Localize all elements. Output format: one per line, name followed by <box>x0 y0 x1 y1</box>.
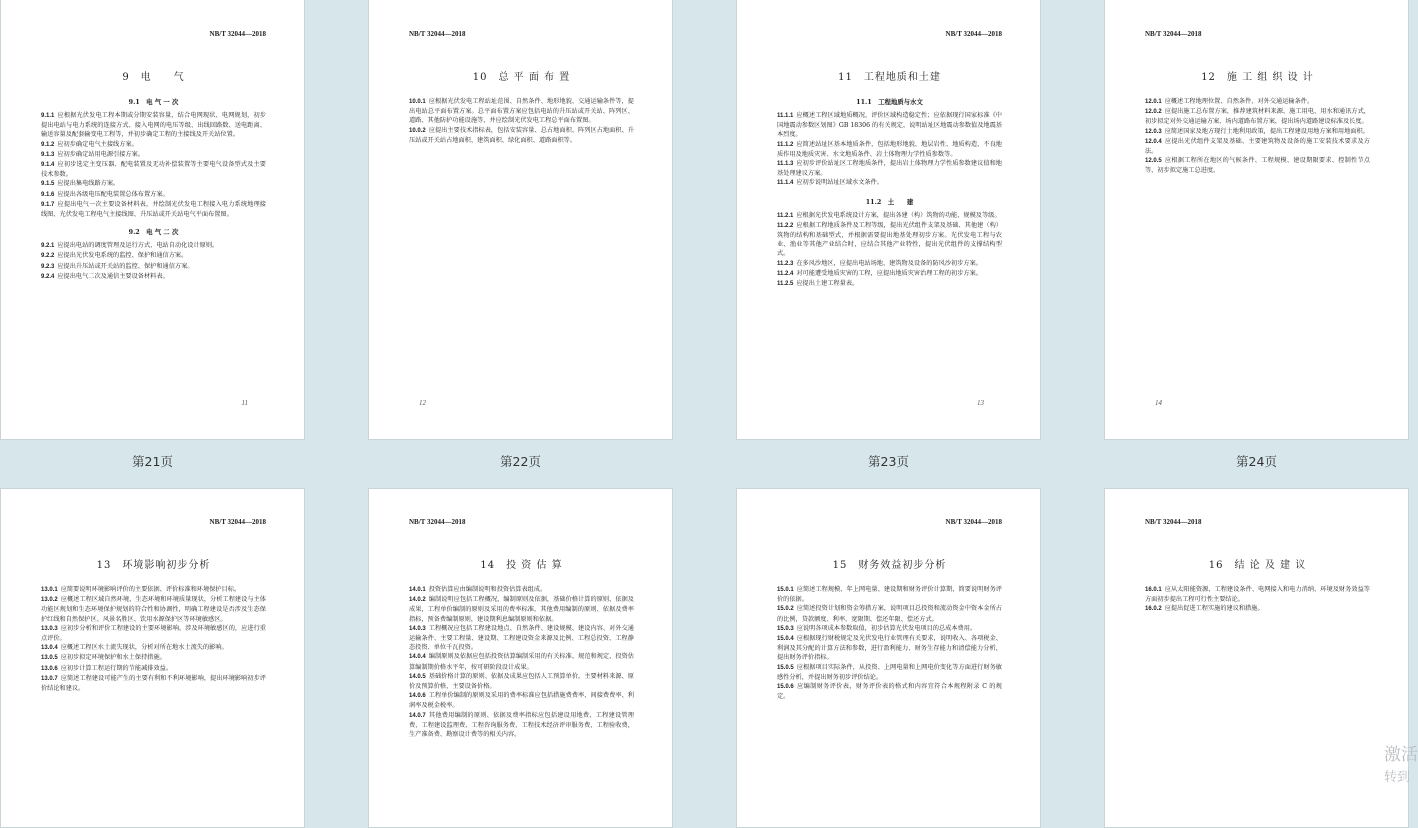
clause-paragraph <box>41 595 266 624</box>
clause-paragraph <box>777 211 1002 221</box>
clause-text: 应提出促进工程实施的建议和措施。 <box>1164 605 1264 613</box>
clause-text: 应根据现行财税规定及光伏发电行业管理有关要求，说明收入、各项税金、利润及其分配的计算方法和参数，进行盈利能力、财务生存能力和清偿能力分析，提出财务评价指标。 <box>777 635 1002 662</box>
clause-text: 应提出各级电压配电装置总体布置方案。 <box>57 190 169 198</box>
clause-paragraph <box>409 672 634 691</box>
clause-number: 13.0.2 <box>41 597 58 604</box>
clause-text: 应提出土建工程量表。 <box>796 280 859 288</box>
clause-paragraph <box>1145 97 1370 107</box>
clause-text: 应初步评价站址区工程地质条件，提出岩土体物理力学性质参数建议值和地基处理建议方案。 <box>777 160 1002 178</box>
clause-paragraph <box>409 624 634 653</box>
chapter-title: 13 环境影响初步分析 <box>96 560 211 571</box>
clause-number: 11.1.1 <box>777 113 794 119</box>
page-number: 14 <box>1155 399 1162 407</box>
document-page-thumbnail[interactable] <box>736 488 1041 828</box>
clause-paragraph <box>41 674 266 693</box>
clause-text: 应简述工程建设可能产生的主要有利和不利环境影响，提出环境影响初步评价结论和建议。 <box>41 674 266 693</box>
clause-paragraph <box>41 272 266 282</box>
clause-text: 工程单价编制的原则及采用的费率标准应包括措施费费率、间接费费率、利润率及税金税率。 <box>409 692 634 710</box>
clause-text: 应提出集电线路方案。 <box>57 180 120 188</box>
clause-text: 应说明各项成本参数取值，初步估算光伏发电项目的总成本费用。 <box>796 624 977 632</box>
clause-paragraph <box>409 97 634 126</box>
clause-paragraph <box>41 653 266 663</box>
clause-number: 11.1.3 <box>777 161 794 168</box>
clause-paragraph <box>409 652 634 671</box>
clause-text: 应提出升压站或开关站的监控、保护和通信方案。 <box>57 262 194 270</box>
clause-number: 14.0.4 <box>409 654 426 661</box>
clause-paragraph <box>777 140 1002 159</box>
clause-number: 15.0.6 <box>777 684 794 691</box>
clause-paragraph <box>41 251 266 261</box>
clause-text: 编制原则及依据应包括投资估算编制采用的有关标准、规范和规定，投资估算编制期价格水平年，按可研阶段设计成果。 <box>409 653 634 671</box>
chapter-title: 12 施 工 组 织 设 计 <box>1201 72 1314 83</box>
page-header: NB/T 32044—2018 <box>1145 30 1202 38</box>
clause-paragraph <box>1145 156 1370 175</box>
clause-text: 在多风沙地区，应提出电站场地、建筑物及设备的防风沙初步方案。 <box>796 259 982 267</box>
clause-text: 应根据工程所在地区的气候条件、工程规模、建设期限要求、控制性节点等，初步拟定施工总进度。 <box>1145 157 1370 175</box>
chapter-title: 10 总 平 面 布 置 <box>472 72 571 83</box>
clause-number: 9.1.5 <box>41 181 55 188</box>
chapter-title: 14 投 资 估 算 <box>480 560 563 571</box>
clause-number: 16.0.2 <box>1145 606 1162 613</box>
clause-paragraph <box>41 160 266 179</box>
section-heading: 11.2 土 建 <box>865 197 914 206</box>
clause-text: 应概述工程区域自然环境、生态环境和环境质量现状，分析工程建设与主体功能区规划和生态环境保护规划的符合性和协调性，明确工程建设是否涉及生态保护红线和自然保护区、风景名胜区、饮用水源保护区等环境敏感区。 <box>41 596 266 623</box>
clause-number: 9.2.2 <box>41 253 55 260</box>
activation-watermark-line1: 激活 <box>1384 745 1418 765</box>
clause-text: 编制说明应包括工程概况，编制原则及依据，基础价格计算的原则、依据及成果，工程单价编制的原则及采用的费率标准，其他费用编制的原则、依据及费率指标，预备费编制原则，建设期利息编制原则和依据。 <box>409 596 634 623</box>
document-page-thumbnail[interactable] <box>736 0 1041 440</box>
page-caption[interactable]: 第21页 <box>132 454 173 469</box>
clause-number: 14.0.5 <box>409 673 426 680</box>
document-page-thumbnail[interactable] <box>1104 488 1409 828</box>
clause-text: 对可能遭受地质灾害的工程，应提出地质灾害治理工程的初步方案。 <box>796 269 982 277</box>
clause-text: 应简述国家及地方现行土地利用政策，提出工程建设用地方案和用地面积。 <box>1164 127 1369 135</box>
clause-number: 9.1.2 <box>41 141 55 148</box>
clause-paragraph <box>41 624 266 643</box>
clause-paragraph <box>1145 127 1370 137</box>
clause-number: 9.2.4 <box>41 273 55 280</box>
clause-text: 应根据光伏发电系统设计方案，提出各建（构）筑物的功能、规模及等级。 <box>796 211 1001 219</box>
clause-paragraph <box>41 643 266 653</box>
clause-number: 14.0.2 <box>409 597 426 604</box>
clause-paragraph <box>777 624 1002 634</box>
clause-text: 工程概况应包括工程建设地点、自然条件、建设规模、建设内容、对外交通运输条件、主要工程量、建设期、工程建设资金来源及比例、工程总投资、工程静态投资、单位千瓦投资。 <box>409 624 634 652</box>
clause-text: 应初步说明站址区域水文条件。 <box>796 179 883 187</box>
document-page-thumbnail[interactable] <box>0 488 305 828</box>
page-caption[interactable]: 第23页 <box>868 454 909 469</box>
clause-number: 11.2.3 <box>777 260 794 267</box>
clause-number: 9.1.3 <box>41 151 55 158</box>
clause-paragraph <box>41 664 266 674</box>
clause-number: 15.0.1 <box>777 587 794 593</box>
clause-text: 应根据工程地质条件及工程等级，提出光伏组件支架及基础、其他建（构）筑物的结构和基础型式，并根据需要提出地基处理初步方案。光伏发电工程与农业、渔业等其他产业结合时，应结合其他产业特性，提出光伏组件的支撑结构型式。 <box>777 221 1002 258</box>
clause-paragraph <box>41 111 266 140</box>
clause-text: 应提出电气二次及通信主要设备材料表。 <box>57 272 169 280</box>
clause-paragraph <box>777 159 1002 178</box>
page-caption[interactable]: 第24页 <box>1236 454 1277 469</box>
clause-number: 12.0.5 <box>1145 158 1162 165</box>
chapter-title: 15 财务效益初步分析 <box>832 560 947 571</box>
clause-text: 应提出主要技术指标表，包括安装容量、总占地面积、阵列区占地面积、升压站或开关站占地面积、建筑面积、绿化面积、道路面积等。 <box>409 126 634 144</box>
clause-paragraph <box>1145 604 1370 614</box>
chapter-title: 11 工程地质和土建 <box>838 72 941 83</box>
clause-number: 11.1.4 <box>777 180 794 187</box>
clause-text: 基础价格计算的原则、依据及成果应包括人工预算单价，主要材料来源、原价及预算价格，主要设备价格。 <box>409 672 634 691</box>
chapter-title: 16 结 论 及 建 议 <box>1208 560 1307 571</box>
clause-paragraph <box>409 585 634 595</box>
clause-text: 应提出施工总布置方案，推荐建筑材料来源、施工用电、用水和通讯方式，初步拟定对外交通运输方案、场内道路布置方案，提出场内道路建设标准及长度。 <box>1145 108 1370 126</box>
clause-paragraph <box>1145 107 1370 126</box>
chapter-title: 9 电 气 <box>122 72 185 83</box>
clause-text: 应根据项目实际条件，从投资、上网电量和上网电价变化等方面进行财务敏感性分析，并提出财务初步评价结论。 <box>777 663 1002 681</box>
clause-paragraph <box>41 179 266 189</box>
page-header: NB/T 32044—2018 <box>409 30 466 38</box>
clause-number: 16.0.1 <box>1145 587 1162 593</box>
clause-text: 应初步确定电气主接线方案。 <box>57 140 138 148</box>
clause-text: 应概述工程地理位置、自然条件、对外交通运输条件。 <box>1164 98 1314 105</box>
clause-text: 应初步确定站用电源引接方案。 <box>57 150 144 158</box>
clause-paragraph <box>41 190 266 200</box>
clause-number: 14.0.6 <box>409 693 426 700</box>
clause-number: 12.0.1 <box>1145 99 1162 105</box>
clause-paragraph <box>777 663 1002 682</box>
clause-paragraph <box>777 178 1002 188</box>
clause-paragraph <box>777 111 1002 140</box>
document-page-thumbnail[interactable] <box>368 488 673 828</box>
clause-text: 应提出光伏组件支架及基础、主要建筑物及设备的施工安装技术要求及方法。 <box>1145 137 1370 156</box>
document-page-thumbnail[interactable] <box>1104 0 1409 440</box>
clause-number: 15.0.2 <box>777 606 794 613</box>
clause-text: 应根据光伏发电工程站址范围、自然条件、地形地貌、交通运输条件等，提出电站总平面布置方案。总平面布置方案应包括电站的升压站或开关站、阵列区、道路、其他防护功能设施等，并应绘制光伏发电工程总平面布置图。 <box>409 98 634 125</box>
clause-number: 15.0.5 <box>777 664 794 671</box>
clause-text: 应从太阳能资源、工程建设条件、电网接入和电力消纳、环境及财务效益等方面初步提出工程可行性主要结论。 <box>1145 586 1370 604</box>
activation-watermark-line2: 转到 <box>1384 770 1411 785</box>
clause-paragraph <box>1145 137 1370 156</box>
clause-text: 应初步分析和评价工程建设的主要环境影响。涉及环境敏感区的，应进行重点评价。 <box>41 624 266 643</box>
clause-text: 应简要说明环境影响评价的主要依据、评价标准和环境保护目标。 <box>60 586 241 593</box>
clause-number: 14.0.1 <box>409 587 426 593</box>
clause-paragraph <box>777 682 1002 701</box>
clause-paragraph <box>777 269 1002 279</box>
clause-paragraph <box>41 585 266 595</box>
clause-number: 9.1.1 <box>41 113 55 119</box>
clause-number: 9.1.4 <box>41 162 55 169</box>
clause-text: 应概述工程区域地质概况，评价区域构造稳定性；应依据现行国家标准《中国地震动参数区划图》GB 18306 的有关规定，说明站址区地震动参数值及地震基本烈度。 <box>777 112 1002 139</box>
clause-paragraph <box>41 150 266 160</box>
clause-number: 11.2.2 <box>777 222 794 229</box>
clause-number: 11.2.4 <box>777 270 794 277</box>
clause-paragraph <box>41 262 266 272</box>
page-header: NB/T 32044—2018 <box>945 518 1002 526</box>
clause-text: 其他费用编制的原则、依据及费率指标应包括建设用地费、工程建设管理费、工程建设监理费、工程咨询服务费、工程技术经济评审服务费、工程验收费，生产准备费、勘察设计费等的相关内容。 <box>409 711 634 739</box>
clause-paragraph <box>777 259 1002 269</box>
clause-number: 13.0.1 <box>41 587 58 593</box>
clause-paragraph <box>777 585 1002 604</box>
page-header: NB/T 32044—2018 <box>1145 518 1202 526</box>
clause-number: 11.1.2 <box>777 141 794 148</box>
page-caption[interactable]: 第22页 <box>500 454 541 469</box>
page-header: NB/T 32044—2018 <box>209 30 266 38</box>
clause-text: 应初步选定主变压器、配电装置及无功补偿装置等主要电气设备型式及主要技术参数。 <box>41 161 266 179</box>
clause-number: 15.0.3 <box>777 625 794 632</box>
clause-number: 13.0.3 <box>41 625 58 632</box>
clause-number: 12.0.2 <box>1145 109 1162 116</box>
clause-text: 应提出光伏发电系统的监控、保护和通信方案。 <box>57 252 188 260</box>
clause-text: 投资估算应由编制说明和投资估算表组成。 <box>428 586 547 593</box>
clause-paragraph <box>409 691 634 710</box>
clause-paragraph <box>777 279 1002 289</box>
clause-paragraph <box>1145 585 1370 604</box>
clause-number: 15.0.4 <box>777 636 794 643</box>
clause-number: 14.0.3 <box>409 625 426 632</box>
clause-number: 12.0.4 <box>1145 138 1162 145</box>
section-heading: 9.1 电 气 一 次 <box>128 98 179 106</box>
clause-number: 13.0.4 <box>41 645 58 652</box>
page-header: NB/T 32044—2018 <box>209 518 266 526</box>
clause-paragraph <box>409 711 634 740</box>
clause-paragraph <box>777 221 1002 259</box>
clause-text: 应初步计算工程运行期的节能减排效益。 <box>60 664 173 672</box>
clause-text: 应简述投资计划和资金筹措方案，说明项目总投资和流动资金中资本金所占的比例，贷款额度、利率、宽限期、偿还年限、偿还方式。 <box>777 605 1002 623</box>
clause-paragraph <box>41 140 266 150</box>
page-number: 11 <box>241 399 248 407</box>
clause-paragraph <box>41 200 266 219</box>
clause-text: 应简述站址区基本地质条件，包括地形地貌、地层岩性、地质构造、不良地质作用及地质灾害、水文地质条件、岩土体物理力学性质参数等。 <box>777 140 1002 158</box>
page-number: 12 <box>419 399 426 407</box>
clause-paragraph <box>409 126 634 145</box>
clause-text: 应初步拟定环境保护和水土保持措施。 <box>60 654 166 662</box>
clause-number: 11.2.5 <box>777 281 794 288</box>
clause-number: 9.1.6 <box>41 191 55 198</box>
section-heading: 11.1 工程地质与水文 <box>856 98 923 106</box>
clause-number: 11.2.1 <box>777 212 794 219</box>
clause-paragraph <box>41 241 266 251</box>
document-page-thumbnail[interactable] <box>368 0 673 440</box>
clause-text: 应简述工程规模、年上网电量、建设期和财务评价计算期，简要说明财务评价的依据。 <box>777 586 1002 604</box>
document-page-thumbnail[interactable] <box>0 0 305 440</box>
clause-paragraph <box>777 604 1002 623</box>
clause-number: 10.0.2 <box>409 127 426 134</box>
clause-paragraph <box>409 595 634 624</box>
clause-number: 9.2.3 <box>41 263 55 270</box>
clause-number: 9.2.1 <box>41 243 55 250</box>
clause-number: 10.0.1 <box>409 99 426 105</box>
clause-number: 9.1.7 <box>41 201 55 208</box>
clause-text: 应提出电气一次主要设备材料表，并绘制光伏发电工程接入电力系统地理接线图、光伏发电工程电气主接线图、升压站或开关站电气平面布置图。 <box>41 200 266 219</box>
clause-number: 14.0.7 <box>409 712 426 719</box>
clause-text: 应提出电站的调度管理及运行方式、电站自动化设计原则。 <box>57 242 219 250</box>
clause-number: 13.0.6 <box>41 665 58 672</box>
clause-paragraph <box>777 634 1002 663</box>
clause-number: 13.0.5 <box>41 655 58 662</box>
clause-text: 应根据光伏发电工程本期或分期安装容量，结合电网现状、电网规划，初步提出电站与电力系统的连接方式、接入电网的电压等级、出线回路数、送电距离、输送容量及配套输变电工程等，并初步确定工程的主接线及开关站位置。 <box>41 112 266 139</box>
page-number: 13 <box>977 399 984 407</box>
clause-number: 12.0.3 <box>1145 128 1162 135</box>
page-header: NB/T 32044—2018 <box>945 30 1002 38</box>
clause-number: 13.0.7 <box>41 675 58 682</box>
section-heading: 9.2 电 气 二 次 <box>128 228 179 237</box>
clause-text: 应编制财务评价表，财务评价表的格式和内容宜符合本规程附录 C 的规定。 <box>777 683 1002 701</box>
clause-text: 应概述工程区水土流失现状，分析对所在地水土流失的影响。 <box>60 644 228 652</box>
page-header: NB/T 32044—2018 <box>409 518 466 526</box>
